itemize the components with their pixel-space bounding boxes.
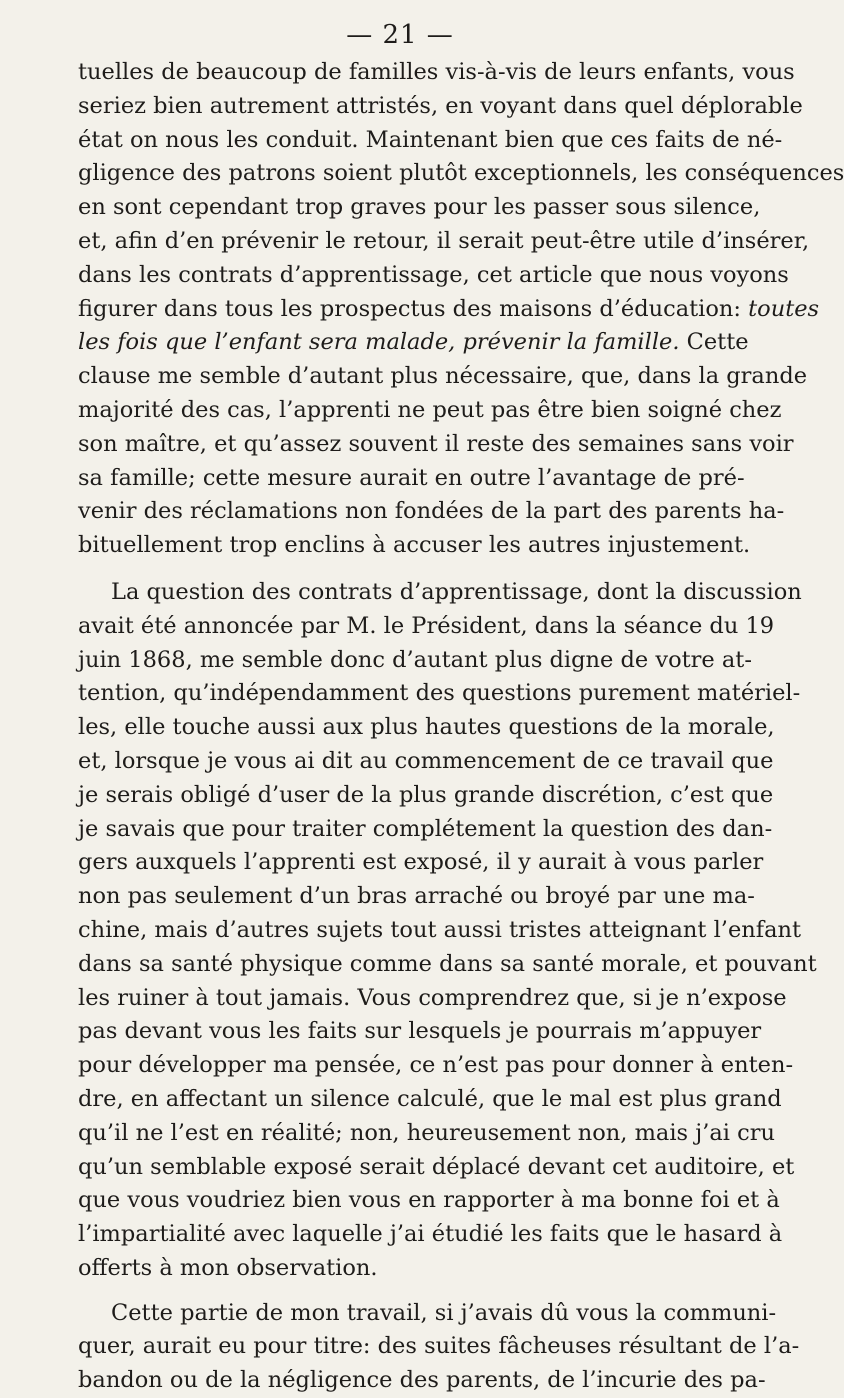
paragraph-spacer [78,563,733,576]
text-line: les ruiner à tout jamais. Vous comprendrez que, si je n’expose [78,984,787,1011]
text-line: que vous voudriez bien vous en rapporter à ma bonne foi et à [78,1187,780,1214]
text-segment: Cette [679,329,749,356]
text-line: pour développer ma pensée, ce n’est pas pour donner à enten- [78,1052,794,1079]
text-line: non pas seulement d’un bras arraché ou broyé par une ma- [78,883,755,910]
text-line: seriez bien autrement attristés, en voyant dans quel déplorable [78,92,803,119]
page-number: — 21 — [346,20,454,50]
text-line: bandon ou de la négligence des parents, de l’incurie des pa- [78,1367,766,1394]
text-line: qu’il ne l’est en réalité; non, heureusement non, mais j’ai cru [78,1119,775,1146]
italic-phrase: les fois que l’enfant sera malade, prévenir la famille. [78,329,680,356]
text-line: clause me semble d’autant plus nécessaire, que, dans la grande [78,363,808,390]
text-line: offerts à mon observation. [78,1254,378,1281]
paragraph-2 [78,576,817,1286]
text-line: tuelles de beaucoup de familles vis-à-vis de leurs enfants, vous [78,59,795,85]
text-line: dre, en affectant un silence calculé, que le mal est plus grand [78,1085,782,1112]
text-line: sa famille; cette mesure aurait en outre l’avantage de pré- [78,464,745,491]
text-line: chine, mais d’autres sujets tout aussi tristes atteignant l’enfant [78,916,802,943]
text-line-with-italic [78,293,820,327]
text-line: pas devant vous les faits sur lesquels je pourrais m’appuyer [78,1018,762,1045]
text-line: et, afin d’en prévenir le retour, il serait peut-être utile d’insérer, [78,227,810,254]
text-line: dans les contrats d’apprentissage, cet article que nous voyons [78,261,789,288]
text-segment: figurer dans tous les prospectus des maisons d’éducation: [78,295,749,322]
paragraph-3 [78,1297,800,1398]
body-text [78,56,844,1398]
text-line: l’impartialité avec laquelle j’ai étudié les faits que le hasard à [78,1221,783,1248]
text-line: La question des contrats d’apprentissage, dont la discussion [111,578,802,605]
text-line: et, lorsque je vous ai dit au commencement de ce travail que [78,747,774,774]
text-line: je serais obligé d’user de la plus grande discrétion, c’est que [78,781,774,808]
text-line: bituellement trop enclins à accuser les autres injustement. [78,532,751,559]
text-line: état on nous les conduit. Maintenant bien que ces faits de né- [78,126,783,153]
text-line: tention, qu’indépendamment des questions purement matériel- [78,680,801,707]
text-line-with-italic [78,326,749,360]
text-line: avait été annoncée par M. le Président, dans la séance du 19 [78,612,775,639]
text-line: son maître, et qu’assez souvent il reste des semaines sans voir [78,430,794,457]
text-line: en sont cependant trop graves pour les passer sous silence, [78,194,761,221]
text-line: je savais que pour traiter complétement la question des dan- [78,815,773,842]
text-line: gers auxquels l’apprenti est exposé, il y aurait à vous parler [78,849,764,876]
text-line: gligence des patrons soient plutôt exceptionnels, les conséquences [78,160,844,187]
text-line: dans sa santé physique comme dans sa santé morale, et pouvant [78,950,817,977]
text-line: quer, aurait eu pour titre: des suites fâcheuses résultant de l’a- [78,1333,800,1360]
text-line: qu’un semblable exposé serait déplacé devant cet auditoire, et [78,1153,795,1180]
italic-word: toutes [748,295,820,322]
text-line: juin 1868, me semble donc d’autant plus digne de votre at- [78,646,752,673]
paragraph-1 [78,56,844,563]
text-line: venir des réclamations non fondées de la part des parents ha- [78,498,785,525]
text-line: majorité des cas, l’apprenti ne peut pas être bien soigné chez [78,396,782,423]
text-line: Cette partie de mon travail, si j’avais dû vous la communi- [111,1299,777,1326]
text-line: les, elle touche aussi aux plus hautes questions de la morale, [78,714,775,741]
paragraph-spacer [78,1286,733,1297]
